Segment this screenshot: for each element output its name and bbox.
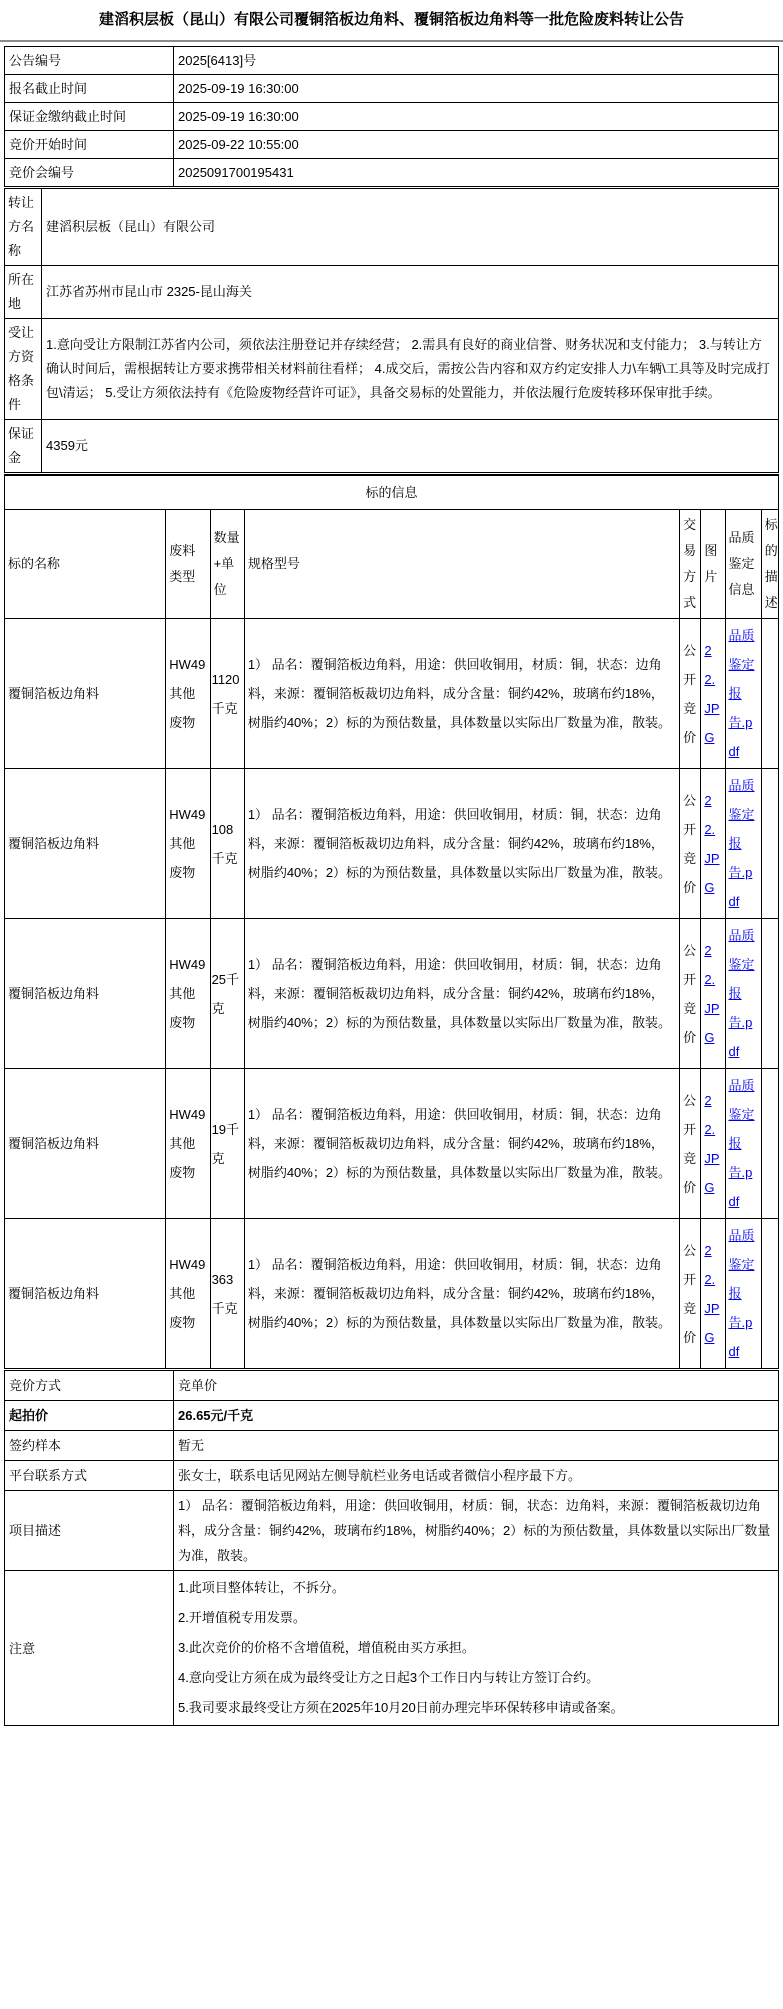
info-value-signup-deadline: 2025-09-19 16:30:00: [174, 75, 779, 103]
lot-image-cell: [701, 919, 725, 1069]
col-header-lot-name: 标的名称: [5, 510, 166, 619]
col-header-image: 图片: [701, 510, 725, 619]
lot-image-cell: [701, 1219, 725, 1369]
info-label-announcement-no: 公告编号: [5, 47, 174, 75]
table-row: [5, 47, 779, 75]
lot-spec: 1） 品名：覆铜箔板边角料，用途：供回收铜用，材质：铜，状态：边角料，来源：覆铜箔板裁切边角料，成分含量：铜约42%，玻璃布约18%，树脂约40%；2）标的为预估数量，具体数量以实际出厂数量为准，散装。: [244, 1069, 679, 1219]
lot-image-cell: [701, 1069, 725, 1219]
terms-value-starting-price: 26.65元/千克: [174, 1401, 779, 1431]
lot-quality-cell: [725, 919, 761, 1069]
lot-name: 覆铜箔板边角料: [5, 769, 166, 919]
lot-description: [761, 619, 778, 769]
lot-image-cell: [701, 769, 725, 919]
lot-quantity: 1120千克: [210, 619, 244, 769]
lot-quality-report-link[interactable]: 品质鉴定报告.pdf: [728, 928, 755, 1059]
terms-label-bidding-mode: 竞价方式: [5, 1371, 174, 1401]
info-value-announcement-no: 2025[6413]号: [174, 47, 779, 75]
terms-label-platform-contact: 平台联系方式: [5, 1461, 174, 1491]
party-label-location: 所在地: [5, 266, 42, 319]
table-row: [5, 75, 779, 103]
lot-waste-type: HW49其他废物: [166, 1219, 210, 1369]
announcement-page: [0, 9, 783, 1726]
lot-description: [761, 1069, 778, 1219]
lot-quality-cell: [725, 1219, 761, 1369]
col-header-quantity-unit: 数量+单位: [210, 510, 244, 619]
party-table: [4, 188, 779, 473]
page-title: 建滔积层板（昆山）有限公司覆铜箔板边角料、覆铜箔板边角料等一批危险废料转让公告: [98, 11, 684, 28]
col-header-quality-info: 品质鉴定信息: [725, 510, 761, 619]
lot-description: [761, 919, 778, 1069]
lot-image-link[interactable]: 22.JPG: [704, 1092, 720, 1195]
table-row: [5, 1461, 779, 1491]
info-value-deposit-deadline: 2025-09-19 16:30:00: [174, 103, 779, 131]
lot-waste-type: HW49其他废物: [166, 1069, 210, 1219]
lot-name: 覆铜箔板边角料: [5, 919, 166, 1069]
table-row: [5, 1371, 779, 1401]
party-value-location: 江苏省苏州市昆山市 2325-昆山海关: [42, 266, 779, 319]
info-label-deposit-deadline: 保证金缴纳截止时间: [5, 103, 174, 131]
terms-label-contract-sample: 签约样本: [5, 1431, 174, 1461]
notice-line: 3.此次竞价的价格不含增值税，增值税由买方承担。: [178, 1640, 475, 1655]
terms-value-contract-sample: 暂无: [174, 1431, 779, 1461]
lot-trade-mode: 公开竞价: [680, 1069, 701, 1219]
lot-spec: 1） 品名：覆铜箔板边角料，用途：供回收铜用，材质：铜，状态：边角料，来源：覆铜箔板裁切边角料，成分含量：铜约42%，玻璃布约18%，树脂约40%；2）标的为预估数量，具体数量以实际出厂数量为准，散装。: [244, 619, 679, 769]
notice-line: 5.我司要求最终受让方须在2025年10月20日前办理完毕环保转移申请或备案。: [178, 1700, 624, 1715]
lot-image-link[interactable]: 22.JPG: [704, 792, 720, 895]
terms-label-starting-price: 起拍价: [5, 1401, 174, 1431]
lot-quantity: 363千克: [210, 1219, 244, 1369]
title-divider: [0, 40, 783, 42]
table-row: [5, 319, 779, 420]
table-row: [5, 769, 779, 919]
table-row: [5, 1491, 779, 1571]
lot-waste-type: HW49其他废物: [166, 619, 210, 769]
terms-table: [4, 1370, 779, 1726]
notice-line: 2.开增值税专用发票。: [178, 1610, 306, 1625]
table-row: [5, 103, 779, 131]
party-value-deposit: 4359元: [42, 420, 779, 473]
lot-name: 覆铜箔板边角料: [5, 619, 166, 769]
lot-name: 覆铜箔板边角料: [5, 1069, 166, 1219]
lot-quality-cell: [725, 769, 761, 919]
table-row: [5, 1571, 779, 1726]
lot-quality-report-link[interactable]: 品质鉴定报告.pdf: [728, 778, 755, 909]
table-row: [5, 266, 779, 319]
lot-spec: 1） 品名：覆铜箔板边角料，用途：供回收铜用，材质：铜，状态：边角料，来源：覆铜箔板裁切边角料，成分含量：铜约42%，玻璃布约18%，树脂约40%；2）标的为预估数量，具体数量以实际出厂数量为准，散装。: [244, 769, 679, 919]
terms-value-notes: [174, 1571, 779, 1726]
lot-spec: 1） 品名：覆铜箔板边角料，用途：供回收铜用，材质：铜，状态：边角料，来源：覆铜箔板裁切边角料，成分含量：铜约42%，玻璃布约18%，树脂约40%；2）标的为预估数量，具体数量以实际出厂数量为准，散装。: [244, 919, 679, 1069]
info-table: [4, 46, 779, 187]
lot-quality-report-link[interactable]: 品质鉴定报告.pdf: [728, 628, 755, 759]
lot-spec: 1） 品名：覆铜箔板边角料，用途：供回收铜用，材质：铜，状态：边角料，来源：覆铜箔板裁切边角料，成分含量：铜约42%，玻璃布约18%，树脂约40%；2）标的为预估数量，具体数量以实际出厂数量为准，散装。: [244, 1219, 679, 1369]
lot-quantity: 25千克: [210, 919, 244, 1069]
lot-waste-type: HW49其他废物: [166, 769, 210, 919]
table-row: [5, 475, 779, 510]
table-row: [5, 189, 779, 266]
lots-header-row: [5, 510, 779, 619]
col-header-trade-mode: 交易方式: [680, 510, 701, 619]
lot-image-link[interactable]: 22.JPG: [704, 642, 720, 745]
lot-image-cell: [701, 619, 725, 769]
terms-label-notes: 注意: [5, 1571, 174, 1726]
lot-quality-cell: [725, 619, 761, 769]
info-label-bid-start: 竞价开始时间: [5, 131, 174, 159]
table-row: [5, 1401, 779, 1431]
table-row: [5, 1431, 779, 1461]
notice-line: 4.意向受让方须在成为最终受让方之日起3个工作日内与转让方签订合约。: [178, 1670, 600, 1685]
lot-image-link[interactable]: 22.JPG: [704, 942, 720, 1045]
lot-trade-mode: 公开竞价: [680, 769, 701, 919]
party-label-deposit: 保证金: [5, 420, 42, 473]
lot-waste-type: HW49其他废物: [166, 919, 210, 1069]
terms-value-bidding-mode: 竞单价: [174, 1371, 779, 1401]
info-label-auction-id: 竞价会编号: [5, 159, 174, 187]
col-header-waste-type: 废料类型: [166, 510, 210, 619]
table-row: [5, 159, 779, 187]
table-row: [5, 420, 779, 473]
terms-value-project-description: 1） 品名：覆铜箔板边角料，用途：供回收铜用，材质：铜，状态：边角料，来源：覆铜箔板裁切边角料，成分含量：铜约42%，玻璃布约18%，树脂约40%；2）标的为预估数量，具体数量以实际出厂数量为准，散装。: [174, 1491, 779, 1571]
party-value-qualifications: 1.意向受让方限制江苏省内公司，须依法注册登记并存续经营； 2.需具有良好的商业信誉、财务状况和支付能力； 3.与转让方确认时间后，需根据转让方要求携带相关材料前往看样； 4.成交后，需按公告内容和双方约定安排人力\车辆\工具等及时完成打包\清运； 5.受让方须依法持有《危险废物经营许可证》，具备交易标的处置能力，并依法履行危废转移环保审批手续。: [42, 319, 779, 420]
info-value-auction-id: 2025091700195431: [174, 159, 779, 187]
table-row: [5, 919, 779, 1069]
table-row: [5, 619, 779, 769]
lots-section-title: 标的信息: [5, 475, 779, 510]
table-row: [5, 1069, 779, 1219]
lot-quantity: 108千克: [210, 769, 244, 919]
party-label-transferor-name: 转让方名称: [5, 189, 42, 266]
terms-value-platform-contact: 张女士，联系电话见网站左侧导航栏业务电话或者微信小程序最下方。: [174, 1461, 779, 1491]
lot-quantity: 19千克: [210, 1069, 244, 1219]
lot-description: [761, 1219, 778, 1369]
col-header-spec-model: 规格型号: [244, 510, 679, 619]
terms-label-project-description: 项目描述: [5, 1491, 174, 1571]
lot-quality-report-link[interactable]: 品质鉴定报告.pdf: [728, 1228, 755, 1359]
lot-quality-report-link[interactable]: 品质鉴定报告.pdf: [728, 1078, 755, 1209]
party-label-qualifications: 受让方资格条件: [5, 319, 42, 420]
party-value-transferor-name: 建滔积层板（昆山）有限公司: [42, 189, 779, 266]
lot-trade-mode: 公开竞价: [680, 919, 701, 1069]
info-label-signup-deadline: 报名截止时间: [5, 75, 174, 103]
lot-image-link[interactable]: 22.JPG: [704, 1242, 720, 1345]
lot-name: 覆铜箔板边角料: [5, 1219, 166, 1369]
lot-trade-mode: 公开竞价: [680, 1219, 701, 1369]
notice-line: 1.此项目整体转让，不拆分。: [178, 1580, 345, 1595]
info-value-bid-start: 2025-09-22 10:55:00: [174, 131, 779, 159]
lot-trade-mode: 公开竞价: [680, 619, 701, 769]
lot-quality-cell: [725, 1069, 761, 1219]
table-row: [5, 131, 779, 159]
lot-description: [761, 769, 778, 919]
table-row: [5, 1219, 779, 1369]
lots-table: [4, 474, 779, 1369]
col-header-lot-description: 标的描述: [761, 510, 778, 619]
